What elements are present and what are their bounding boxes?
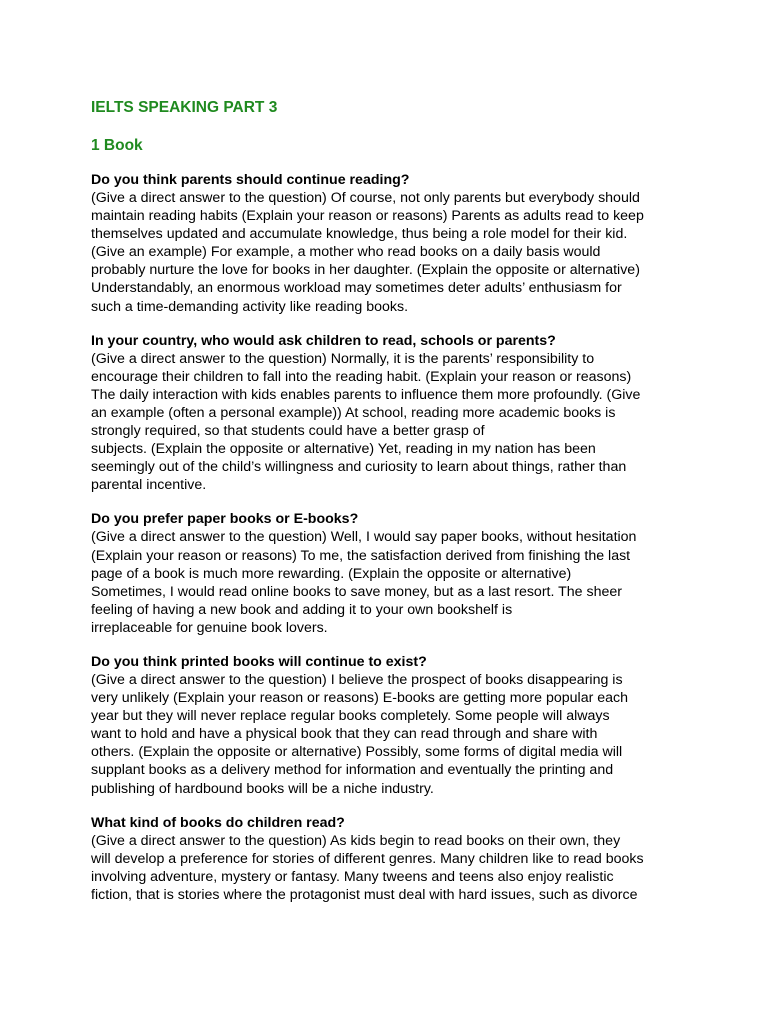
section-title: 1 Book: [91, 137, 143, 154]
qa-item: [91, 332, 691, 495]
question-text: Do you think printed books will continue to exist?: [91, 653, 427, 670]
qa-item: [91, 510, 691, 637]
question-text: Do you prefer paper books or E-books?: [91, 511, 359, 528]
qa-item: [91, 653, 691, 798]
question-text: Do you think parents should continue reading?: [91, 172, 410, 188]
qa-item: [91, 814, 691, 904]
question-text: What kind of books do children read?: [91, 814, 345, 831]
answer-text: (Give a direct answer to the question) Of course, not only parents but everybody should maintain reading habits (Explain your reason or reasons) Parents as adults read to keep themselves updated and accumulate knowledge, thus being a role model for their kid. (Give an example) For example, a mother who read books on a daily basis would probably nurture the love for books in her daughter. (Explain the opposite or alternative) Understandably, an enormous workload may sometimes deter adults’ enthusiasm for such a time-demanding activity like reading books.: [91, 190, 644, 315]
qa-item: [91, 171, 691, 316]
answer-text: (Give a direct answer to the question) I believe the prospect of books disappearing is very unlikely (Explain your reason or reasons) E-books are getting more popular each year but they will never replace regular books completely. Some people will always want to hold and have a physical book that they can read through and share with others. (Explain the opposite or alternative) Possibly, some forms of digital media will supplant books as a delivery method for information and eventually the printing and publishing of hardbound books will be a niche industry.: [91, 671, 629, 797]
answer-text: (Give a direct answer to the question) Normally, it is the parents’ responsibility to encourage their children to fall into the reading habit. (Explain your reason or reasons) The daily interaction with kids enables parents to influence them more profoundly. (Give an example (often a personal example)) At school, reading more academic books is strongly required, so that students could have a better grasp of subjects. (Explain the opposite or alternative) Yet, reading in my nation has been seemingly out of the child’s willingness and curiosity to learn about things, rather than parental incentive.: [91, 350, 641, 494]
document-body: [91, 96, 691, 904]
answer-text: (Give a direct answer to the question) As kids begin to read books on their own, they will develop a preference for stories of different genres. Many children like to read books involving adventure, mystery or fantasy. Many tweens and teens also enjoy realistic fiction, that is stories where the protagonist must deal with hard issues, such as divorce: [91, 832, 644, 903]
answer-text: (Give a direct answer to the question) Well, I would say paper books, without hesitation (Explain your reason or reasons) To me, the satisfaction derived from finishing the last page of a book is much more rewarding. (Explain the opposite or alternative) Sometimes, I would read online books to save money, but as a last resort. The sheer feeling of having a new book and adding it to your own bookshelf is irreplaceable for genuine book lovers.: [91, 529, 637, 636]
question-text: In your country, who would ask children to read, schools or parents?: [91, 332, 556, 349]
document-title: IELTS SPEAKING PART 3: [91, 99, 278, 116]
